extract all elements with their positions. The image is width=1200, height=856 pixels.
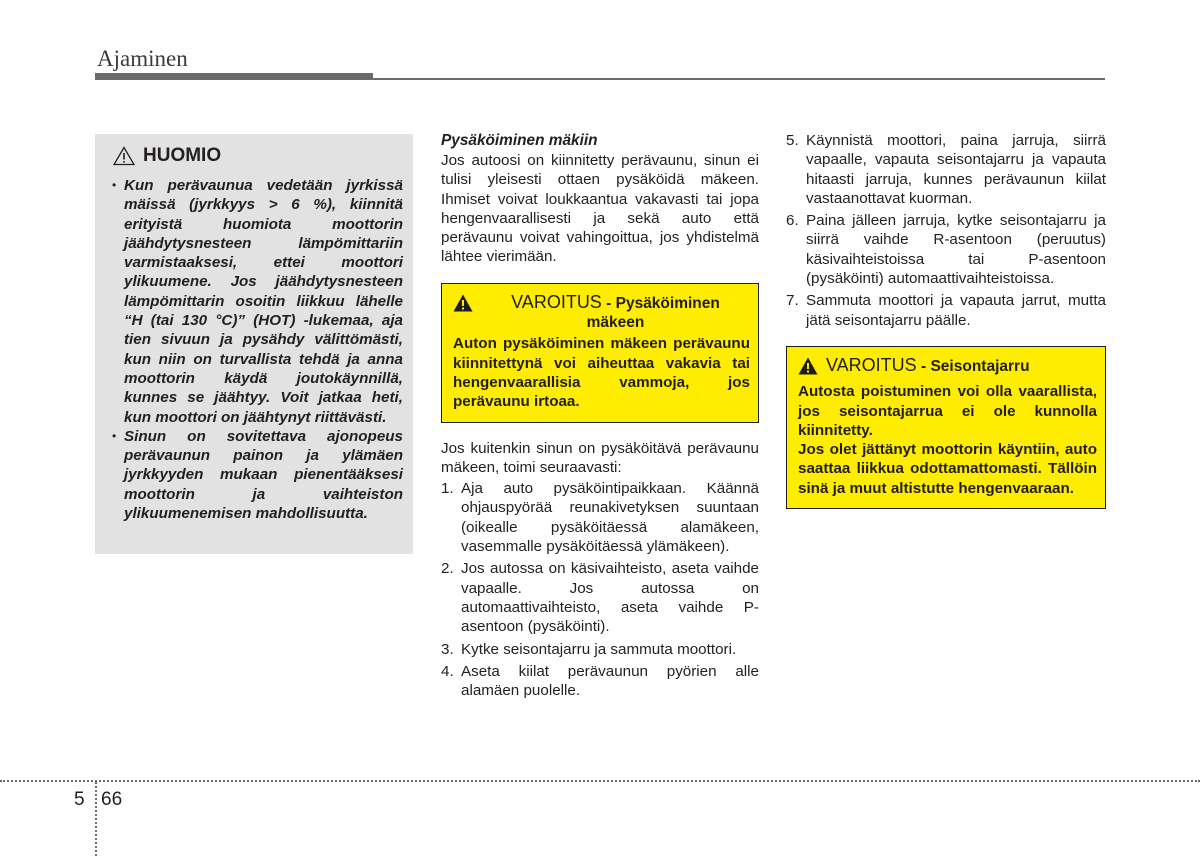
caution-triangle-outline-icon <box>113 146 135 166</box>
step-number: 5. <box>786 132 799 149</box>
step-item <box>786 211 1106 288</box>
step-number: 2. <box>441 560 454 578</box>
warning-box-parking-brake <box>786 346 1106 509</box>
warning-header <box>453 292 750 333</box>
step-item <box>441 559 759 636</box>
caution-header <box>113 142 403 170</box>
warning-label: VAROITUS <box>511 291 602 312</box>
step-text: Käynnistä moottori, paina jarruja, siirrä vapaalle, vapauta seisontajarru ja vapauta hitaasti jarruja, kunnes perävaunun kiilat vastaanottavat kuorman. <box>806 132 1106 207</box>
warning-label: VAROITUS <box>826 354 917 375</box>
caution-box <box>95 134 413 554</box>
step-item <box>786 131 1106 208</box>
caution-item: • Kun perävaunua vedetään jyrkissä mäissä (jyrkkyys > 6 %), kiinnitä erityistä huomiota moottorin jäähdytysnesteen lämpömittariin varmistaaksesi, ettei moottori ylikuumene. Jos jäähdytysnesteen lämpömittarin osoitin liikkuu lähelle “H (tai 130 °C)” (HOT) -lukemaa, aja tien sivuun ja pysähdy välittömästi, kun niin on turvallista tehdä ja anna moottorin käydä joutokäynnillä, kunnes se jäähtyy. Voit jatkaa heti, kun moottori on jäähtynyt riittävästi. <box>113 176 403 427</box>
step-number: 4. <box>441 662 454 680</box>
step-text: Aseta kiilat perävaunun pyörien alle alamäen puolelle. <box>461 662 759 700</box>
footer-divider <box>95 782 97 856</box>
warning-text: Jos olet jättänyt moottorin käyntiin, auto saattaa liikkua odottamattomasti. Tällöin sinä ja muut altistutte hengenvaaraan. <box>798 441 1097 497</box>
warning-dash: - <box>601 294 616 312</box>
column-2 <box>441 131 759 703</box>
steps-list-continued <box>786 131 1106 330</box>
warning-header <box>798 355 1097 376</box>
step-text: Jos autossa on käsivaihteisto, aseta vaihde vapaalle. Jos autossa on automaattivaihteisto, aseta vaihde P-asentoon (pysäköinti). <box>461 560 759 636</box>
warning-triangle-filled-icon <box>798 357 818 375</box>
warning-text: Auton pysäköiminen mäkeen perävaunu kiinnitettynä voi aiheuttaa vakavia tai hengenvaarallisia vammoja, jos perävaunu irtoaa. <box>453 335 750 411</box>
page-number: 66 <box>101 789 123 810</box>
warning-subject: Seisontajarru <box>930 357 1030 375</box>
header-bar <box>95 73 373 80</box>
step-text: Kytke seisontajarru ja sammuta moottori. <box>461 640 737 658</box>
caution-list <box>113 176 403 523</box>
section-subtitle: Pysäköiminen mäkiin <box>441 132 598 149</box>
step-number: 7. <box>786 292 799 310</box>
steps-list <box>441 479 759 700</box>
column-3 <box>786 131 1106 509</box>
warning-subject: Pysäköiminen mäkeen <box>586 294 720 332</box>
warning-heading <box>826 355 1030 376</box>
page-header-title: Ajaminen <box>97 46 188 71</box>
warning-dash: - <box>916 357 931 375</box>
step-text: Sammuta moottori ja vapauta jarrut, mutta jätä seisontajarru päälle. <box>806 292 1106 329</box>
step-number: 6. <box>786 212 799 230</box>
intro-paragraph: Jos autoosi on kiinnitetty perävaunu, sinun ei tulisi yleisesti ottaen pysäköidä mäkeen. Ihmiset voivat loukkaantua vakavasti tai jopa hengenvaarallisesti ja sekä auto että perävaunu voivat vahingoittua, jos yhdistelmä lähtee vierimään. <box>441 152 759 266</box>
warning-heading <box>481 292 750 333</box>
chapter-number: 5 <box>74 789 85 810</box>
warning-triangle-filled-icon <box>453 294 473 312</box>
warning-text: Autosta poistuminen voi olla vaarallista, jos seisontajarrua ei ole kunnolla kiinnitetty. <box>798 383 1097 439</box>
caution-item: • Sinun on sovitettava ajonopeus perävaunun painon ja ylämäen jyrkkyyden mukaan pienentääksesi moottorin ja vaihteiston ylikuumenemisen mahdollisuutta. <box>113 427 403 523</box>
step-number: 1. <box>441 480 454 498</box>
steps-lead: Jos kuitenkin sinun on pysäköitävä perävaunu mäkeen, toimi seuraavasti: <box>441 439 759 476</box>
step-item <box>441 662 759 701</box>
step-item <box>441 479 759 556</box>
step-item <box>441 640 759 659</box>
warning-box-parking <box>441 283 759 423</box>
caution-title: HUOMIO <box>143 145 222 166</box>
footer-rule <box>0 780 1200 782</box>
step-number: 3. <box>441 640 454 658</box>
header-rule <box>373 78 1105 80</box>
step-text: Paina jälleen jarruja, kytke seisontajarru ja siirrä vaihde R-asentoon (peruutus) käsivaihteistoissa tai P-asentoon (pysäköinti) automaattivaihteistoissa. <box>806 212 1106 288</box>
step-item <box>786 291 1106 330</box>
step-text: Aja auto pysäköintipaikkaan. Käännä ohjauspyörää reunakivetyksen suuntaan (oikealle pysäköitäessä alamäkeen, vasemmalle pysäköitäessä ylämäkeen). <box>461 480 759 556</box>
